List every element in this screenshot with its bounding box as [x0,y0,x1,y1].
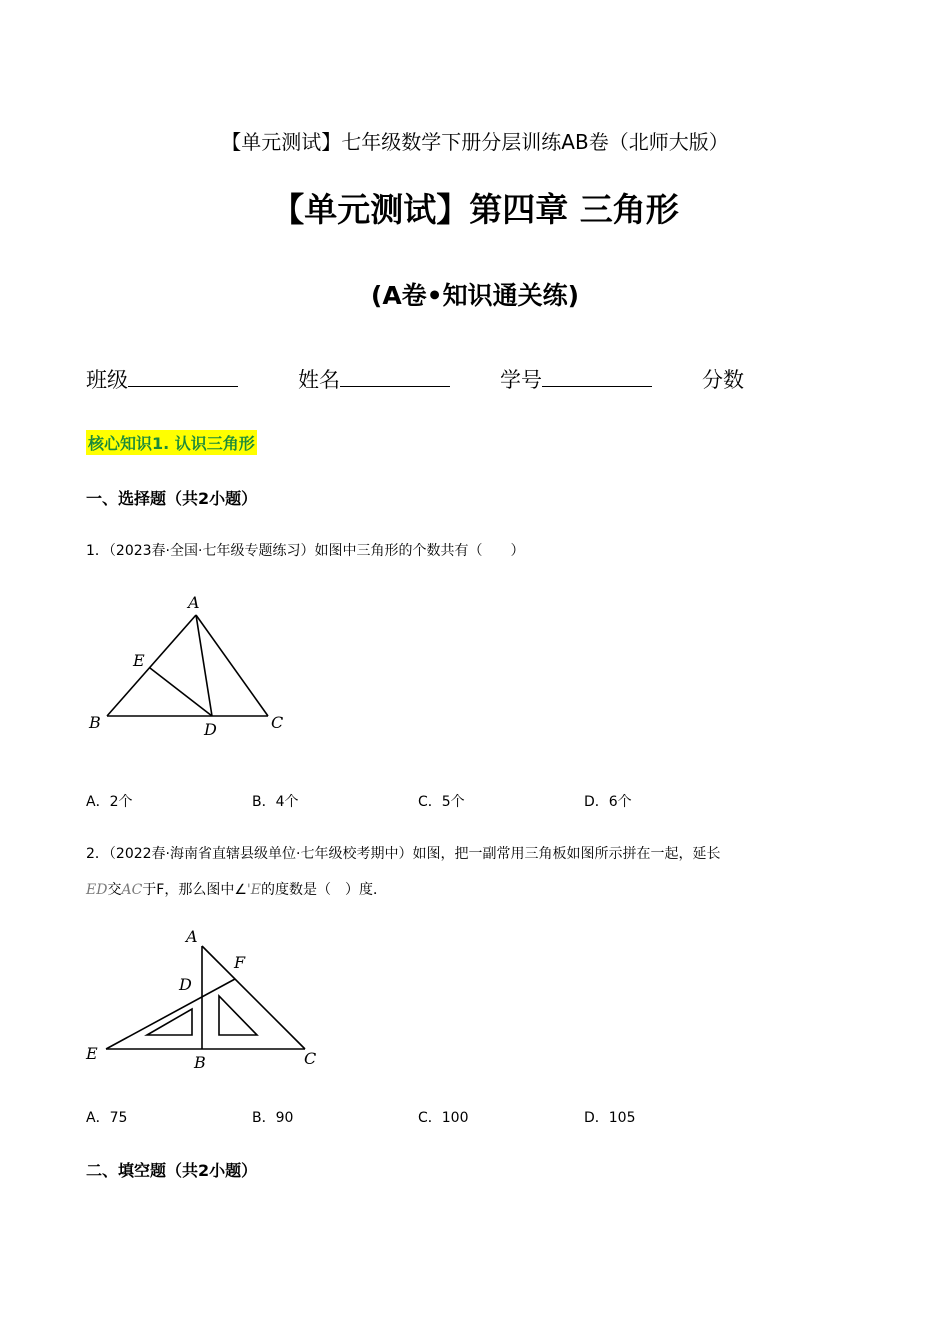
part1-heading: 一、选择题（共2小题） [86,489,258,508]
page-subtitle: (A卷•知识通关练) [370,281,580,310]
question-1-number: 1． [86,543,109,559]
id-label: 学号 [500,368,542,392]
q1-option-d[interactable]: D．6个 [584,794,632,810]
q1-option-a[interactable]: A．2个 [86,794,133,810]
name-field [298,364,450,394]
question-1-text: （2023春·全国·七年级专题练习）如图中三角形的个数共有（ ） [108,543,525,559]
q2-option-d[interactable]: D．105 [584,1110,636,1126]
fig2-label-f: F [234,953,246,972]
knowledge-tag: 核心知识1. 认识三角形 [86,430,257,455]
score-field [702,364,744,394]
fig1-label-e: E [133,651,145,670]
id-field [500,364,652,394]
score-label: 分数 [702,368,744,392]
question-2-number: 2． [86,846,109,862]
q1-option-c[interactable]: C．5个 [418,794,465,810]
page-title: 【单元测试】第四章 三角形 [271,190,679,229]
question-1-figure [80,588,300,748]
q2-ac: AC [121,882,143,898]
question-2-line1 [86,843,720,863]
fig2-inner-triangle-left [147,1009,192,1035]
part2-heading: 二、填空题（共2小题） [86,1161,258,1180]
q2-angle-partial: 'E [246,882,261,898]
q2-option-a[interactable]: A．75 [86,1110,128,1126]
fig1-segment-ed [150,668,212,716]
name-blank[interactable] [340,365,450,387]
fig2-label-c: C [304,1049,317,1068]
fig1-label-b: B [89,713,101,732]
question-2-text-line1: （2022春·海南省直辖县级单位·七年级校考期中）如图，把一副常用三角板如图所示拼在一起，延长 [108,846,721,862]
class-label: 班级 [86,368,128,392]
question-2-figure [80,920,340,1080]
name-label: 姓名 [298,368,340,392]
question-1 [86,540,524,560]
q2-option-c[interactable]: C．100 [418,1110,469,1126]
class-blank[interactable] [128,365,238,387]
fig2-inner-triangle-right [219,996,257,1035]
fig1-side-ab [107,615,196,716]
fig1-label-d: D [204,720,217,739]
fig2-line-edf [106,979,235,1049]
fig1-label-a: A [188,593,200,612]
fig2-side-ac [202,946,305,1049]
fig1-label-c: C [271,713,284,732]
q2-question-tail: 的度数是（ ）度． [260,882,387,898]
q2-jiao: 交 [107,882,122,898]
q2-option-b[interactable]: B．90 [252,1110,294,1126]
q2-yu-f: 于F，那么图中∠ [142,882,247,898]
fig2-label-a: A [186,927,198,946]
fig1-side-ac [196,615,268,716]
fig2-label-d: D [179,975,192,994]
class-field [86,364,238,394]
fig2-label-b: B [194,1053,206,1072]
fig1-segment-ad [196,615,212,716]
series-title: 【单元测试】七年级数学下册分层训练AB卷（北师大版） [221,130,729,154]
q1-option-b[interactable]: B．4个 [252,794,299,810]
q2-ed: ED [86,882,108,898]
id-blank[interactable] [542,365,652,387]
question-2-line2 [86,879,387,899]
fig2-label-e: E [86,1044,98,1063]
